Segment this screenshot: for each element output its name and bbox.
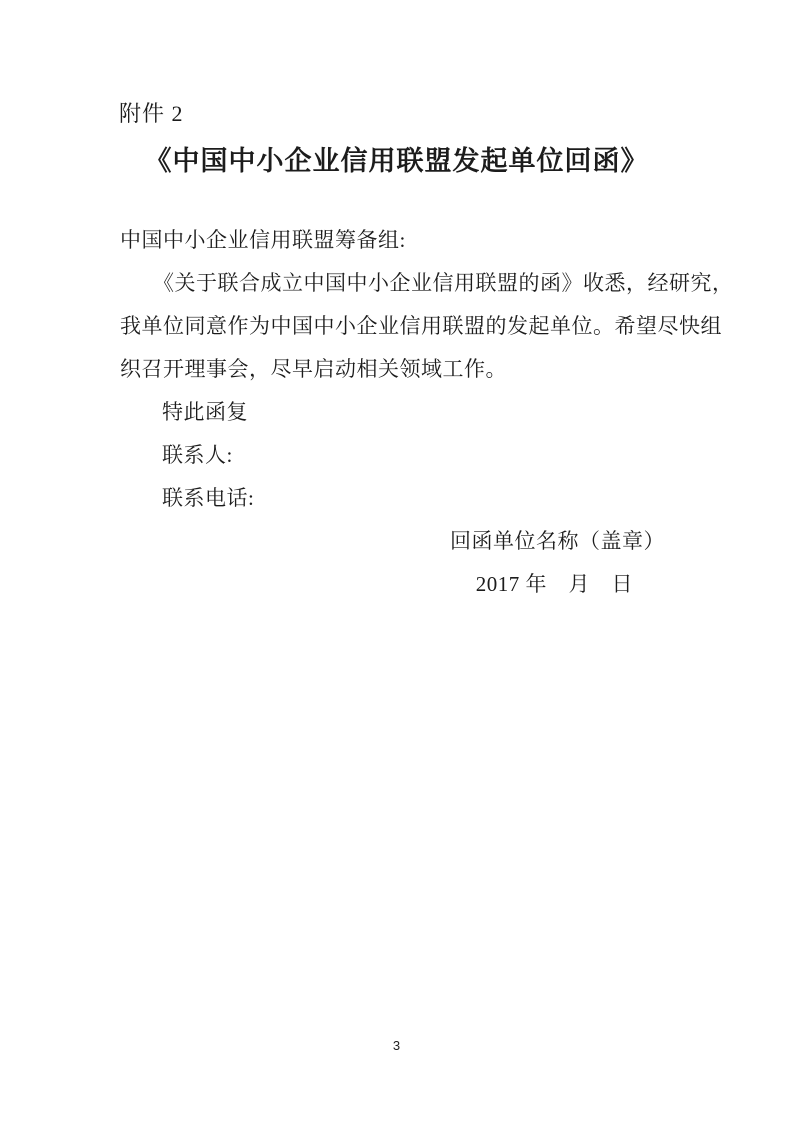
contact-person-label: 联系人:	[162, 443, 233, 467]
document-title: 《中国中小企业信用联盟发起单位回函》	[144, 146, 649, 176]
page-number: 3	[392, 1038, 401, 1053]
paragraph-line: 《关于联合成立中国中小企业信用联盟的函》收悉，经研究，	[153, 271, 734, 295]
paragraph-line: 我单位同意作为中国中小企业信用联盟的发起单位。希望尽快组	[120, 314, 722, 338]
contact-phone-label: 联系电话:	[162, 486, 255, 510]
attachment-label: 附件 2	[119, 101, 184, 126]
reply-note-line: 特此函复	[162, 400, 248, 424]
date-line: 2017 年 月 日	[475, 572, 633, 596]
paragraph-line: 织召开理事会，尽早启动相关领域工作。	[120, 357, 507, 381]
salutation-line: 中国中小企业信用联盟筹备组:	[120, 228, 406, 252]
signature-unit-line: 回函单位名称（盖章）	[450, 529, 665, 553]
letter-body	[120, 219, 734, 606]
